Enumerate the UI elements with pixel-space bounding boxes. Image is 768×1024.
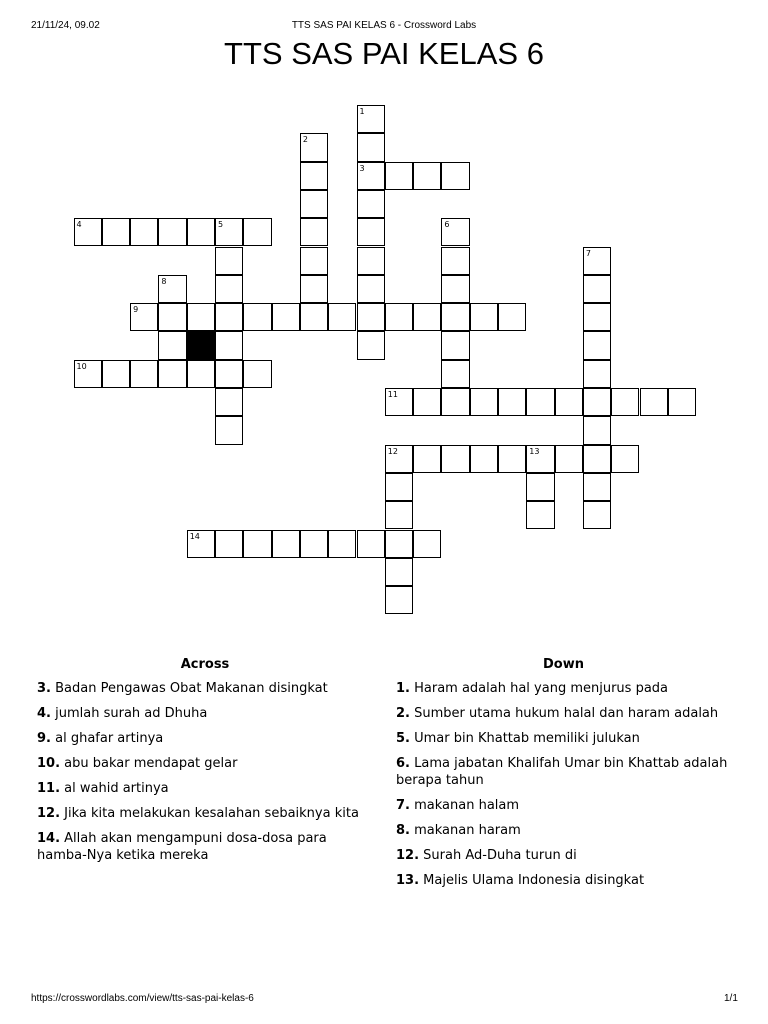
grid-cell[interactable]	[272, 530, 300, 558]
down-clue	[396, 823, 736, 840]
grid-cell[interactable]	[526, 501, 554, 529]
across-clue	[37, 731, 377, 748]
grid-cell[interactable]	[158, 218, 186, 246]
grid-cell[interactable]	[357, 303, 385, 331]
grid-cell[interactable]	[357, 218, 385, 246]
grid-cell[interactable]	[498, 388, 526, 416]
grid-cell[interactable]	[385, 501, 413, 529]
grid-cell[interactable]	[357, 247, 385, 275]
clue-text: abu bakar mendapat gelar	[60, 756, 238, 771]
grid-cell[interactable]	[187, 303, 215, 331]
clue-number: 10.	[37, 756, 61, 771]
footer-url: https://crosswordlabs.com/view/tts-sas-pai-kelas-6	[31, 993, 254, 1004]
grid-cell[interactable]	[215, 303, 243, 331]
cell-number: 13	[529, 446, 540, 456]
grid-cell[interactable]	[441, 331, 469, 359]
clue-number: 4.	[37, 706, 51, 721]
grid-cell[interactable]	[74, 360, 102, 388]
grid-cell[interactable]	[583, 303, 611, 331]
grid-cell[interactable]	[385, 162, 413, 190]
cell-number: 1	[359, 107, 365, 116]
clue-text: Majelis Ulama Indonesia disingkat	[419, 872, 645, 888]
clue-text: makanan halam	[409, 797, 520, 813]
grid-cell[interactable]	[243, 530, 271, 558]
down-clue	[396, 798, 736, 815]
grid-cell[interactable]	[555, 388, 583, 416]
down-clue	[396, 706, 736, 723]
grid-cell[interactable]	[300, 530, 328, 558]
grid-cell[interactable]	[555, 445, 583, 473]
cell-number: 12	[387, 446, 398, 456]
grid-cell[interactable]	[300, 218, 328, 246]
clue-number: 7.	[396, 797, 410, 813]
print-doc-title: TTS SAS PAI KELAS 6 - Crossword Labs	[291, 20, 477, 31]
clue-text: Sumber utama hukum halal dan haram adalah	[409, 706, 719, 721]
cell-number: 5	[218, 220, 224, 230]
black-cell	[187, 331, 215, 359]
grid-cell[interactable]	[413, 388, 441, 416]
grid-cell[interactable]	[441, 218, 469, 246]
grid-cell[interactable]	[583, 275, 611, 303]
grid-cell[interactable]	[130, 218, 158, 246]
down-clue	[396, 731, 736, 748]
grid-cell[interactable]	[357, 162, 385, 190]
grid-cell[interactable]	[272, 303, 300, 331]
clue-number: 14.	[37, 831, 61, 846]
cell-number: 2	[302, 135, 308, 145]
grid-cell[interactable]	[385, 303, 413, 331]
grid-cell[interactable]	[385, 473, 413, 501]
grid-cell[interactable]	[526, 388, 554, 416]
down-clue	[396, 848, 736, 865]
grid-cell[interactable]	[130, 360, 158, 388]
cell-number: 8	[161, 276, 167, 286]
cell-number: 6	[444, 220, 450, 230]
grid-cell[interactable]	[215, 331, 243, 359]
grid-cell[interactable]	[300, 190, 328, 218]
grid-cell[interactable]	[300, 275, 328, 303]
cell-number: 7	[585, 248, 591, 258]
grid-cell[interactable]	[583, 416, 611, 444]
grid-cell[interactable]	[441, 303, 469, 331]
grid-cell[interactable]	[328, 530, 356, 558]
grid-cell[interactable]	[583, 331, 611, 359]
cell-number: 3	[359, 163, 365, 173]
grid-cell[interactable]	[441, 162, 469, 190]
grid-cell[interactable]	[102, 360, 130, 388]
grid-cell[interactable]	[413, 162, 441, 190]
across-clue	[37, 781, 377, 798]
grid-cell[interactable]	[187, 218, 215, 246]
clue-text: Haram adalah hal yang menjurus pada	[409, 681, 669, 696]
grid-cell[interactable]	[413, 303, 441, 331]
grid-cell[interactable]	[102, 218, 130, 246]
grid-cell[interactable]	[215, 247, 243, 275]
grid-cell[interactable]	[583, 501, 611, 529]
across-clue	[37, 681, 377, 698]
grid-cell[interactable]	[300, 133, 328, 161]
grid-cell[interactable]	[470, 388, 498, 416]
clue-text: makanan haram	[409, 822, 521, 838]
grid-cell[interactable]	[300, 303, 328, 331]
clue-number: 6.	[396, 756, 410, 771]
grid-cell[interactable]	[526, 445, 554, 473]
grid-cell[interactable]	[130, 303, 158, 331]
grid-cell[interactable]	[583, 388, 611, 416]
clue-text: al ghafar artinya	[50, 731, 164, 746]
grid-cell[interactable]	[357, 105, 385, 133]
grid-cell[interactable]	[385, 558, 413, 586]
grid-cell[interactable]	[328, 303, 356, 331]
grid-cell[interactable]	[243, 303, 271, 331]
grid-cell[interactable]	[668, 388, 696, 416]
clue-text: Surah Ad-Duha turun di	[419, 847, 577, 863]
clue-number: 12.	[396, 847, 420, 863]
grid-cell[interactable]	[215, 416, 243, 444]
across-clue-list	[37, 681, 377, 873]
page-title: TTS SAS PAI KELAS 6	[224, 36, 544, 71]
grid-cell[interactable]	[640, 388, 668, 416]
grid-cell[interactable]	[385, 445, 413, 473]
grid-cell[interactable]	[583, 445, 611, 473]
down-clue	[396, 873, 736, 890]
grid-cell[interactable]	[187, 530, 215, 558]
down-clue	[396, 756, 736, 789]
clue-text: Jika kita melakukan kesalahan sebaiknya kita	[60, 806, 359, 821]
grid-cell[interactable]	[441, 360, 469, 388]
grid-cell[interactable]	[583, 247, 611, 275]
grid-cell[interactable]	[498, 445, 526, 473]
across-clue	[37, 756, 377, 773]
clue-text: Umar bin Khattab memiliki julukan	[409, 731, 640, 746]
down-clue	[396, 681, 736, 698]
clue-text: Lama jabatan Khalifah Umar bin Khattab adalah berapa tahun	[396, 756, 728, 788]
grid-cell[interactable]	[441, 445, 469, 473]
grid-cell[interactable]	[583, 473, 611, 501]
across-clue	[37, 831, 377, 864]
clue-number: 5.	[396, 731, 410, 746]
grid-cell[interactable]	[357, 275, 385, 303]
grid-cell[interactable]	[357, 190, 385, 218]
cell-number: 14	[189, 531, 200, 541]
grid-cell[interactable]	[441, 388, 469, 416]
grid-cell[interactable]	[215, 360, 243, 388]
grid-cell[interactable]	[526, 473, 554, 501]
clue-text: Allah akan mengampuni dosa-dosa para hamba-Nya ketika mereka	[37, 831, 327, 863]
grid-cell[interactable]	[215, 275, 243, 303]
grid-cell[interactable]	[158, 331, 186, 359]
grid-cell[interactable]	[413, 445, 441, 473]
grid-cell[interactable]	[357, 530, 385, 558]
grid-cell[interactable]	[385, 586, 413, 614]
clue-number: 13.	[396, 872, 420, 888]
clue-number: 3.	[37, 681, 51, 696]
grid-cell[interactable]	[611, 388, 639, 416]
clue-text: al wahid artinya	[60, 781, 169, 796]
down-clue-list	[396, 681, 736, 898]
grid-cell[interactable]	[498, 303, 526, 331]
grid-cell[interactable]	[470, 445, 498, 473]
grid-cell[interactable]	[357, 133, 385, 161]
grid-cell[interactable]	[74, 218, 102, 246]
grid-cell[interactable]	[385, 530, 413, 558]
clue-number: 9.	[37, 731, 51, 746]
grid-cell[interactable]	[158, 360, 186, 388]
clue-text: jumlah surah ad Dhuha	[50, 706, 208, 721]
grid-cell[interactable]	[413, 530, 441, 558]
grid-cell[interactable]	[583, 360, 611, 388]
page-number: 1/1	[724, 993, 738, 1004]
down-heading: Down	[543, 657, 584, 672]
clue-number: 1.	[396, 681, 410, 696]
grid-cell[interactable]	[441, 247, 469, 275]
grid-cell[interactable]	[300, 247, 328, 275]
grid-cell[interactable]	[357, 331, 385, 359]
clue-number: 12.	[37, 806, 61, 821]
grid-cell[interactable]	[243, 218, 271, 246]
print-datetime: 21/11/24, 09.02	[31, 20, 100, 31]
cell-number: 10	[76, 361, 87, 371]
grid-cell[interactable]	[158, 303, 186, 331]
cell-number: 11	[387, 390, 398, 399]
grid-cell[interactable]	[611, 445, 639, 473]
cell-number: 9	[133, 305, 139, 315]
across-clue	[37, 806, 377, 823]
grid-cell[interactable]	[385, 388, 413, 416]
clue-text: Badan Pengawas Obat Makanan disingkat	[50, 681, 328, 696]
grid-cell[interactable]	[441, 275, 469, 303]
across-clue	[37, 706, 377, 723]
grid-cell[interactable]	[470, 303, 498, 331]
grid-cell[interactable]	[215, 530, 243, 558]
across-heading: Across	[180, 657, 230, 672]
grid-cell[interactable]	[215, 218, 243, 246]
cell-number: 4	[76, 220, 82, 230]
grid-cell[interactable]	[300, 162, 328, 190]
clue-number: 8.	[396, 822, 410, 838]
grid-cell[interactable]	[158, 275, 186, 303]
clue-number: 2.	[396, 706, 410, 721]
grid-cell[interactable]	[215, 388, 243, 416]
clue-number: 11.	[37, 781, 61, 796]
grid-cell[interactable]	[243, 360, 271, 388]
grid-cell[interactable]	[187, 360, 215, 388]
